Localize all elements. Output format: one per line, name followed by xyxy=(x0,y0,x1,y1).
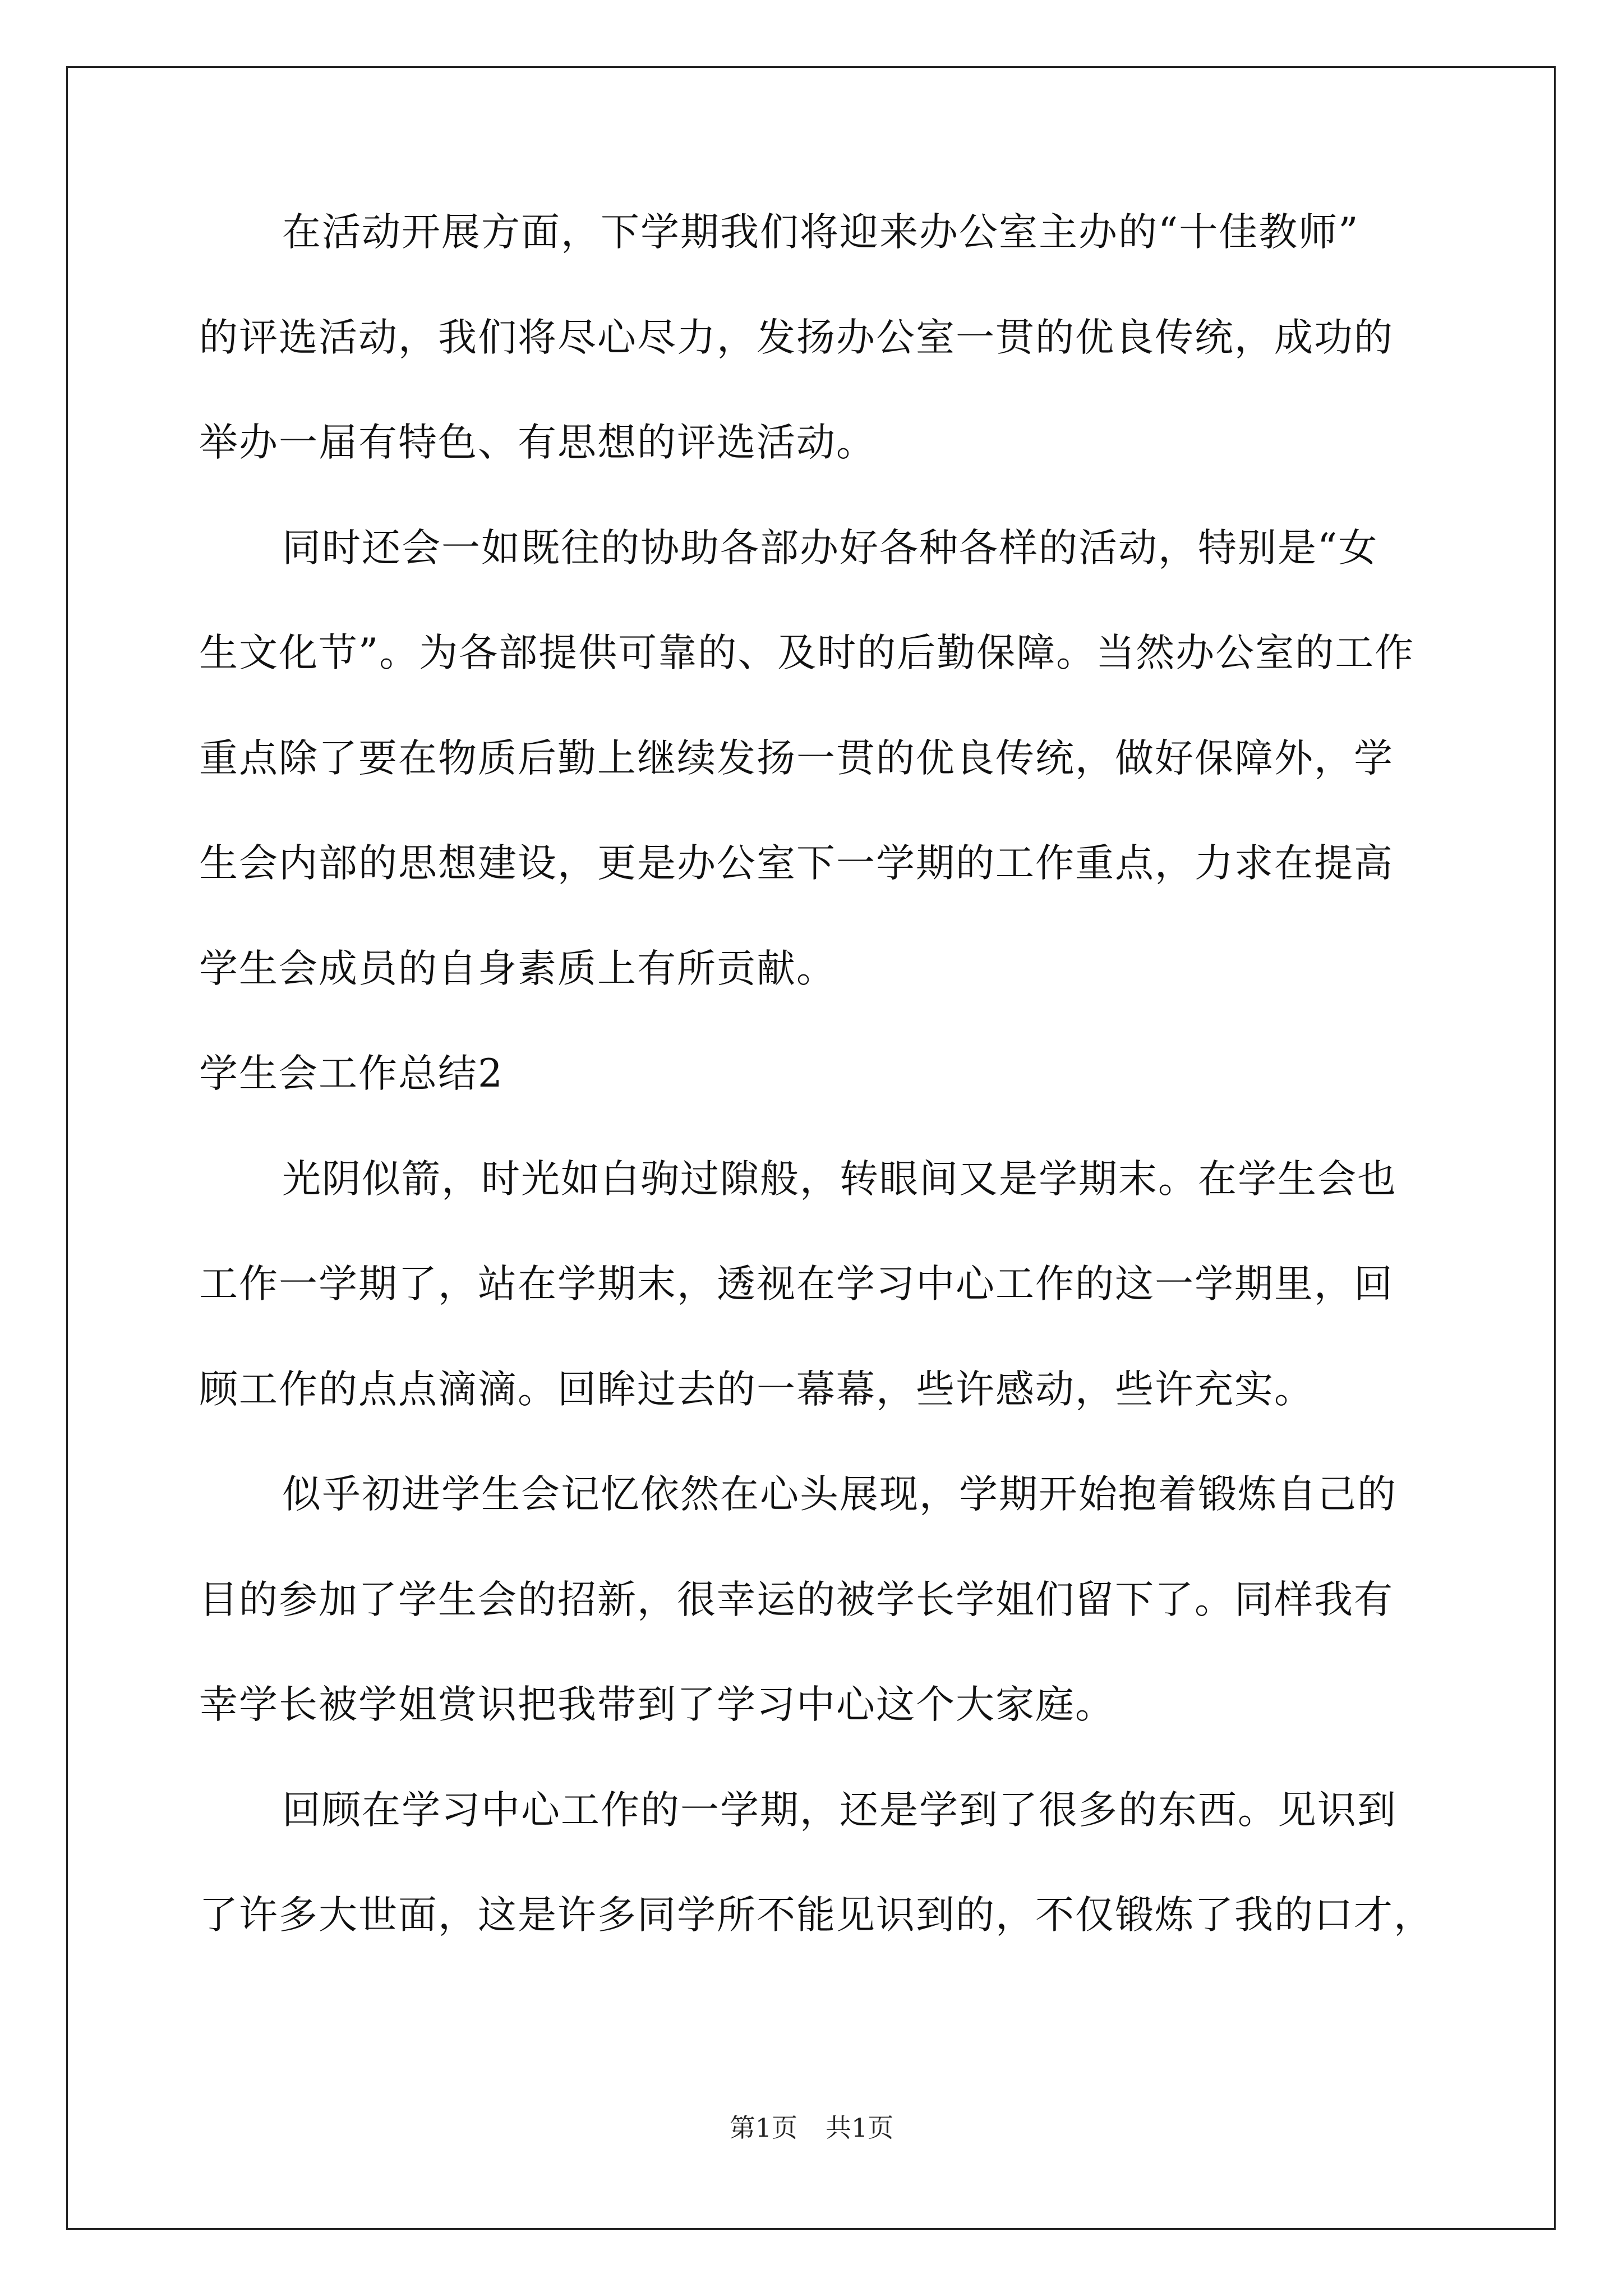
text-line: 学生会成员的自身素质上有所贡献。 xyxy=(199,946,836,991)
page-number: 第1页 xyxy=(729,2113,797,2143)
text-line: 回顾在学习中心工作的一学期，还是学到了很多的东西。见识到 xyxy=(282,1787,1397,1833)
text-line: 生文化节”。为各部提供可靠的、及时的后勤保障。当然办公室的工作 xyxy=(199,631,1415,675)
text-line: 举办一届有特色、有思想的评选活动。 xyxy=(199,420,876,465)
text-line: 重点除了要在物质后勤上继续发扬一贯的优良传统，做好保障外，学 xyxy=(199,735,1394,781)
page-total: 共1页 xyxy=(826,2113,894,2143)
text-line: 了许多大世面，这是许多同学所不能见识到的，不仅锻炼了我的口才， xyxy=(199,1893,1433,1938)
text-line: 幸学长被学姐赏识把我带到了学习中心这个大家庭。 xyxy=(199,1682,1115,1727)
text-line: 在活动开展方面，下学期我们将迎来办公室主办的“十佳教师” xyxy=(282,210,1359,255)
text-line: 的评选活动，我们将尽心尽力，发扬办公室一贯的优良传统，成功的 xyxy=(199,315,1394,360)
text-line: 光阴似箭，时光如白驹过隙般，转眼间又是学期末。在学生会也 xyxy=(282,1156,1397,1202)
section-heading: 学生会工作总结2 xyxy=(199,1051,504,1096)
text-line: 顾工作的点点滴滴。回眸过去的一幕幕，些许感动，些许充实。 xyxy=(199,1366,1314,1412)
text-line: 同时还会一如既往的协助各部办好各种各样的活动，特别是“女 xyxy=(282,525,1378,570)
text-line: 目的参加了学生会的招新，很幸运的被学长学姐们留下了。同样我有 xyxy=(199,1577,1394,1622)
text-line: 似乎初进学生会记忆依然在心头展现，学期开始抱着锻炼自己的 xyxy=(282,1472,1397,1517)
page-footer xyxy=(0,2115,1623,2141)
text-line: 生会内部的思想建设，更是办公室下一学期的工作重点，力求在提高 xyxy=(199,841,1394,886)
text-line: 工作一学期了，站在学期末，透视在学习中心工作的这一学期里，回 xyxy=(199,1262,1394,1306)
document-body xyxy=(199,210,1433,2001)
